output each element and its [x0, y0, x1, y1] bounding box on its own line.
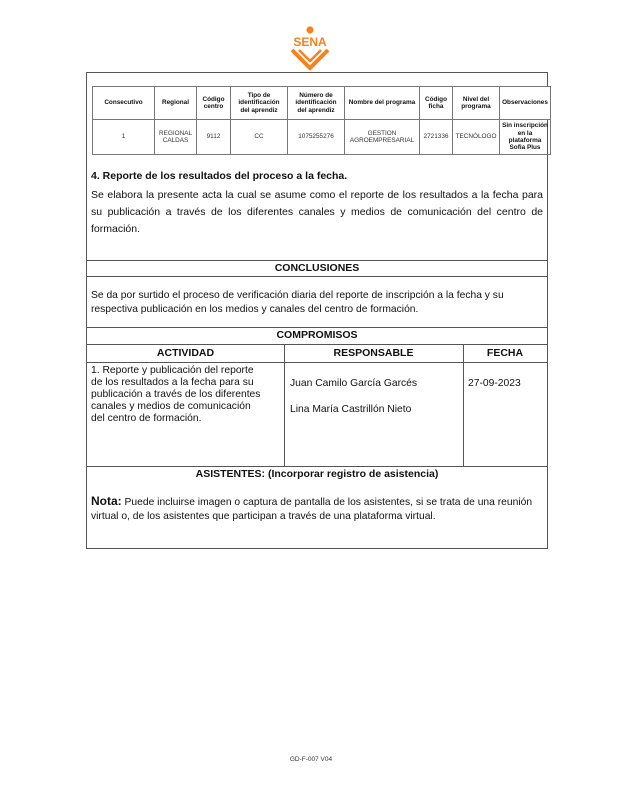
- divider: [87, 362, 547, 363]
- col-consecutivo: Consecutivo: [93, 87, 155, 120]
- nota-text: Nota: Puede incluirse imagen o captura de pantalla de los asistentes, si se trata de una reunión virtual o, de los asistentes que participan a través de una plataforma virtual.: [91, 494, 533, 522]
- sena-logo: [284, 25, 336, 73]
- conclusiones-text: Se da por surtido el proceso de verificación diaria del reporte de inscripción a la fecha y su respectiva publicación en los medios y canales del centro de formación.: [91, 290, 504, 315]
- fecha-header: FECHA: [486, 347, 524, 359]
- cell-observaciones: Sin inscripción en la plataforma Sofia Plus: [500, 120, 551, 155]
- fecha-cell: 27-09-2023: [468, 378, 521, 389]
- col-regional: Regional: [155, 87, 197, 120]
- col-codigo-centro: Código centro: [197, 87, 231, 120]
- conclusiones-title: CONCLUSIONES: [274, 262, 360, 274]
- col-tipo-identificacion: Tipo de identificación del aprendiz: [231, 87, 288, 120]
- divider: [87, 466, 547, 467]
- section-4-title: 4. Reporte de los resultados del proceso a la fecha.: [91, 170, 348, 182]
- compromisos-title: COMPROMISOS: [276, 329, 358, 341]
- actividad-cell: 1. Reporte y publicación del reporte de los resultados a la fecha para su publicación a través de los diferentes canales y medios de comunicación del centro de formación.: [91, 365, 261, 424]
- col-observaciones: Observaciones: [500, 87, 551, 120]
- cell-codigo-centro: 9112: [197, 120, 231, 155]
- cell-nivel-programa: TECNÓLOGO: [453, 120, 500, 155]
- actividad-header: ACTIVIDAD: [156, 347, 215, 359]
- divider: [87, 327, 547, 328]
- document-frame: [86, 72, 548, 549]
- document-code: GD-F-007 V04: [289, 756, 333, 763]
- col-codigo-ficha: Código ficha: [420, 87, 453, 120]
- cell-tipo-identificacion: CC: [231, 120, 288, 155]
- divider: [87, 260, 547, 261]
- responsable-header: RESPONSABLE: [333, 347, 414, 359]
- cell-nombre-programa: GESTION AGROEMPRESARIAL: [345, 120, 420, 155]
- divider: [87, 276, 547, 277]
- asistentes-title: ASISTENTES: (Incorporar registro de asistencia): [195, 468, 439, 480]
- col-numero-identificacion: Número de identificación del aprendiz: [288, 87, 345, 120]
- col-nivel-programa: Nivel del programa: [453, 87, 500, 120]
- table-row: [93, 120, 551, 155]
- apprentice-table: [92, 86, 551, 155]
- cell-numero-identificacion: 1075255276: [288, 120, 345, 155]
- svg-text:SENA: SENA: [293, 35, 327, 49]
- nota-label: Nota:: [91, 494, 122, 508]
- divider: [87, 344, 547, 345]
- section-4-text: Se elabora la presente acta la cual se asume como el reporte de los resultados a la fecha para su publicación a través de los diferentes canales y medios de comunicación del centro de formación.: [91, 189, 543, 235]
- responsable-1: Juan Camilo García Garcés: [290, 378, 418, 389]
- cell-consecutivo: 1: [93, 120, 155, 155]
- col-nombre-programa: Nombre del programa: [345, 87, 420, 120]
- cell-codigo-ficha: 2721336: [420, 120, 453, 155]
- cell-regional: REGIONAL CALDAS: [155, 120, 197, 155]
- responsable-2: Lina María Castrillón Nieto: [290, 404, 412, 415]
